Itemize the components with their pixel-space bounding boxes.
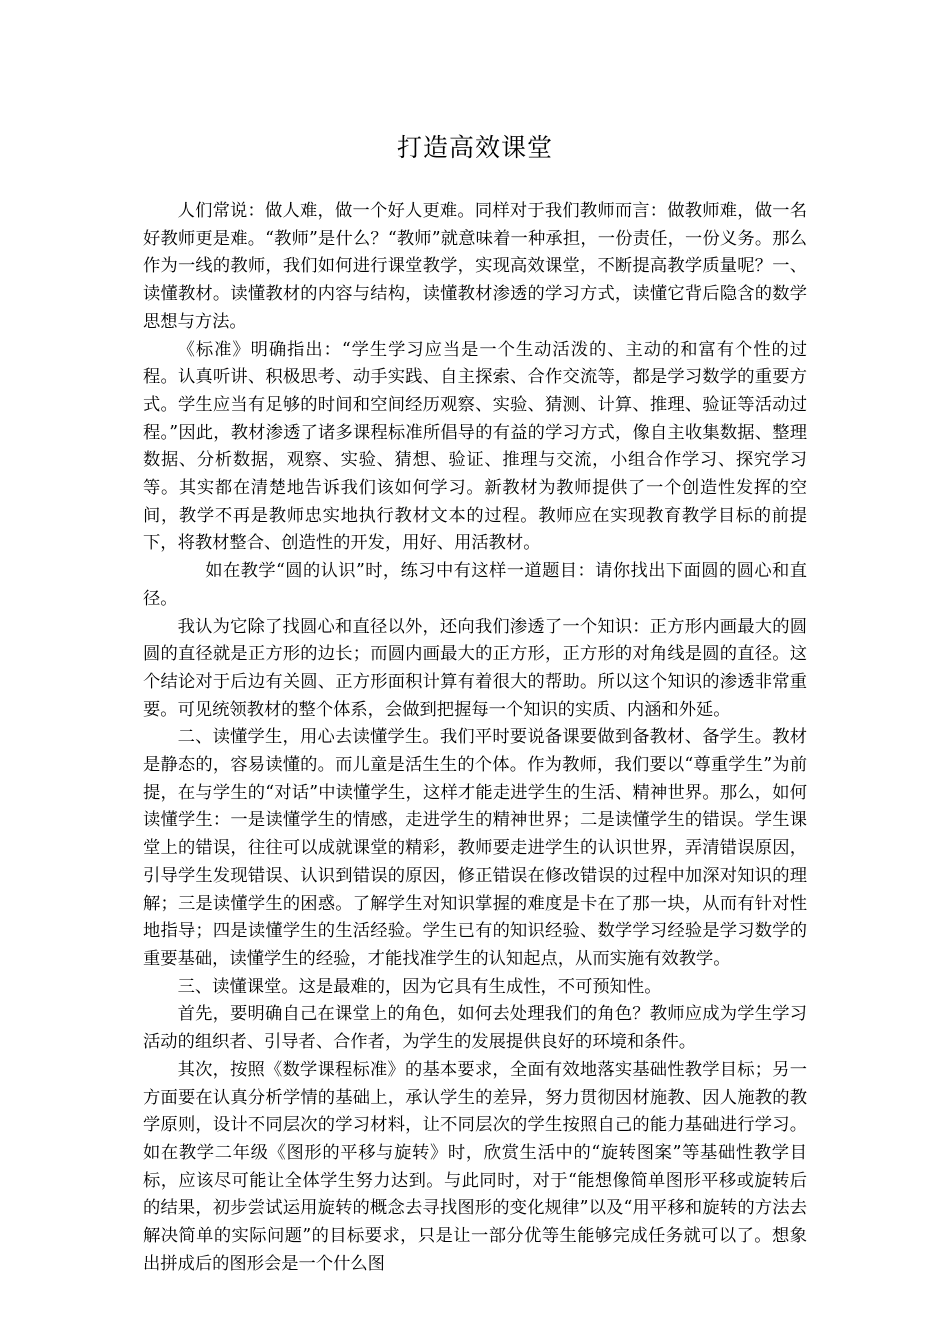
paragraph-3: 如在教学“圆的认识”时，练习中有这样一道题目：请你找出下面圆的圆心和直径。 [143,561,807,609]
paragraph-7: 首先，要明确自己在课堂上的角色，如何去处理我们的角色？教师应成为学生学习活动的组织者、引导者、合作者，为学生的发展提供良好的环境和条件。 [143,1004,807,1053]
paragraph-2: 《标准》明确指出：“学生学习应当是一个生动活泼的、主动的和富有个性的过程。认真听讲、积极思考、动手实践、自主探索、合作交流等，都是学习数学的重要方式。学生应当有足够的时间和空间经历观察、实验、猜测、计算、推理、验证等活动过程。”因此，教材渗透了诸多课程标准所倡导的有益的学习方式，像自主收集数据、整理数据、分析数据，观察、实验、猜想、验证、推理与交流，小组合作学习、探究学习等。其实都在清楚地告诉我们该如何学习。新教材为教师提供了一个创造性发挥的空间，教学不再是教师忠实地执行教材文本的过程。教师应在实现教育教学目标的前提下，将教材整合、创造性的开发，用好、用活教材。 [143,339,807,554]
paragraph-1: 人们常说：做人难，做一个好人更难。同样对于我们教师而言：做教师难，做一名好教师更是难。“教师”是什么？“教师”就意味着一种承担，一份责任，一份义务。那么作为一线的教师，我们如何进行课堂教学，实现高效课堂，不断提高教学质量呢？一、读懂教材。读懂教材的内容与结构，读懂教材渗透的学习方式，读懂它背后隐含的数学思想与方法。 [143,201,807,332]
paragraph-6: 三、读懂课堂。这是最难的，因为它具有生成性，不可预知性。 [177,976,662,997]
document-title: 打造高效课堂 [396,133,553,162]
paragraph-5: 二、读懂学生，用心去读懂学生。我们平时要说备课要做到备教材、备学生。教材是静态的，容易读懂的。而儿童是活生生的个体。作为教师，我们要以“尊重学生”为前提，在与学生的“对话”中读懂学生，这样才能走进学生的生活、精神世界。那么，如何读懂学生：一是读懂学生的情感，走进学生的精神世界；二是读懂学生的错误。学生课堂上的错误，往往可以成就课堂的精彩，教师要走进学生的认识世界，弄清错误原因，引导学生发现错误、认识到错误的原因，修正错误在修改错误的过程中加深对知识的理解；三是读懂学生的困惑。了解学生对知识掌握的难度是卡在了那一块，从而有针对性地指导；四是读懂学生的生活经验。学生已有的知识经验、数学学习经验是学习数学的重要基础，读懂学生的经验，才能找准学生的认知起点，从而实施有效教学。 [143,727,807,969]
paragraph-8: 其次，按照《数学课程标准》的基本要求，全面有效地落实基础性教学目标；另一方面要在认真分析学情的基础上，承认学生的差异，努力贯彻因材施教、因人施教的教学原则，设计不同层次的学习材料，让不同层次的学生按照自己的能力基础进行学习。如在教学二年级《图形的平移与旋转》时，欣赏生活中的“旋转图案”等基础性教学目标，应该尽可能让全体学生努力达到。与此同时，对于“能想像简单图形平移或旋转后的结果，初步尝试运用旋转的概念去寻找图形的变化规律”以及“用平移和旋转的方法去解决简单的实际问题”的目标要求，只是让一部分优等生能够完成任务就可以了。想象出拼成后的图形会是一个什么图 [143,1059,807,1274]
paragraph-4: 我认为它除了找圆心和直径以外，还向我们渗透了一个知识：正方形内画最大的圆圆的直径就是正方形的边长；而圆内画最大的正方形，正方形的对角线是圆的直径。这个结论对于后边有关圆、正方形面积计算有着很大的帮助。所以这个知识的渗透非常重要。可见统领教材的整个体系，会做到把握每一个知识的实质、内涵和外延。 [143,616,807,720]
document-body [143,198,807,1278]
